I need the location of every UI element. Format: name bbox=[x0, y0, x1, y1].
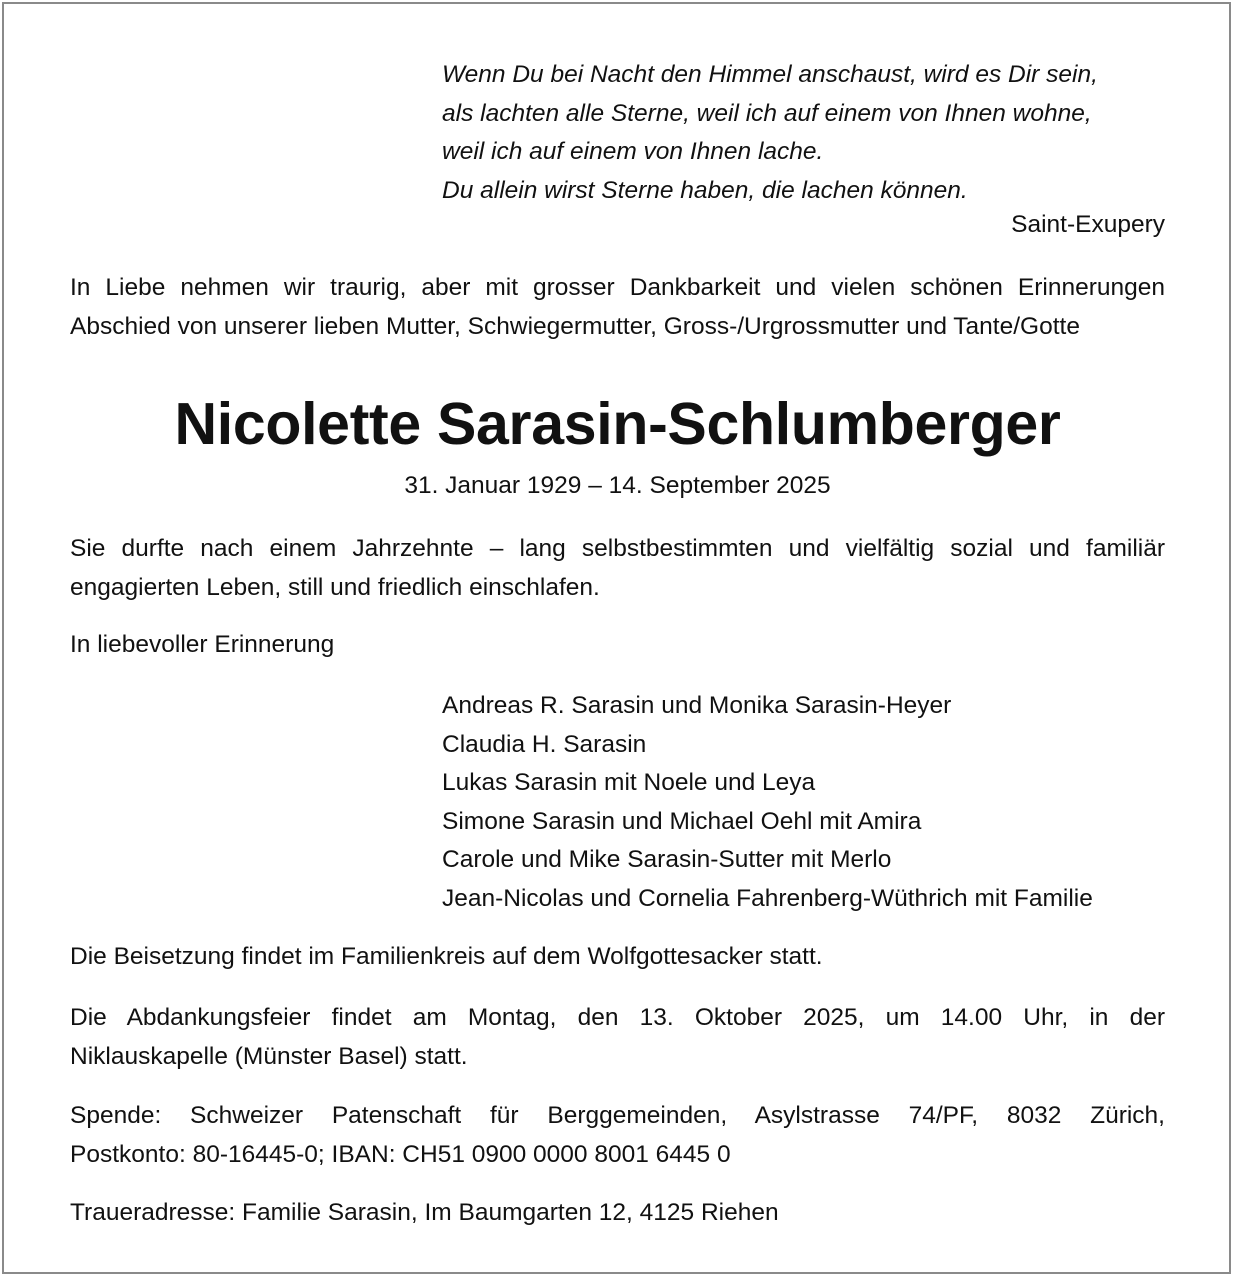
family-member: Andreas R. Sarasin und Monika Sarasin-Heyer bbox=[442, 692, 952, 719]
tribute-line: engagierten Leben, still und friedlich einschlafen. bbox=[70, 574, 600, 601]
family-member: Lukas Sarasin mit Noele und Leya bbox=[442, 769, 816, 797]
family-member: Carole und Mike Sarasin-Sutter mit Merlo bbox=[442, 846, 892, 874]
family-member: Claudia H. Sarasin bbox=[442, 730, 647, 758]
burial-notice: Die Beisetzung findet im Familienkreis auf dem Wolfgottesacker statt. bbox=[70, 943, 823, 970]
mourning-address: Traueradresse: Familie Sarasin, Im Baumgarten 12, 4125 Riehen bbox=[70, 1199, 779, 1226]
donation-paragraph bbox=[70, 1096, 1165, 1174]
life-dates: 31. Januar 1929 – 14. September 2025 bbox=[404, 472, 831, 499]
donation-line: Spende: Schweizer Patenschaft für Berggemeinden, Asylstrasse 74/PF, 8032 Zürich, bbox=[70, 1102, 1165, 1129]
quote-author: Saint-Exupery bbox=[1011, 211, 1165, 238]
intro-paragraph bbox=[70, 268, 1165, 346]
intro-line: Abschied von unserer lieben Mutter, Schwiegermutter, Gross-/Urgrossmutter und Tante/Gotte bbox=[70, 313, 1080, 340]
notice-content bbox=[70, 4, 1165, 1272]
family-member: Jean-Nicolas und Cornelia Fahrenberg-Wüthrich mit Familie bbox=[442, 884, 1093, 912]
quote-line: weil ich auf einem von Ihnen lache. bbox=[442, 138, 824, 166]
donation-line: Postkonto: 80-16445-0; IBAN: CH51 0900 0000 8001 6445 0 bbox=[70, 1141, 731, 1168]
family-member: Simone Sarasin und Michael Oehl mit Amira bbox=[442, 807, 922, 835]
tribute-line: Sie durfte nach einem Jahrzehnte – lang selbstbestimmten und vielfältig sozial und familiär bbox=[70, 535, 1165, 562]
ceremony-line: Die Abdankungsfeier findet am Montag, den 13. Oktober 2025, um 14.00 Uhr, in der bbox=[70, 1004, 1165, 1031]
family-list bbox=[442, 687, 1093, 919]
ceremony-line: Niklauskapelle (Münster Basel) statt. bbox=[70, 1043, 468, 1070]
tribute-paragraph bbox=[70, 529, 1165, 607]
quote-line: Wenn Du bei Nacht den Himmel anschaust, wird es Dir sein, bbox=[442, 61, 1098, 88]
quote-line: Du allein wirst Sterne haben, die lachen können. bbox=[442, 176, 968, 204]
quote-line: als lachten alle Sterne, weil ich auf einem von Ihnen wohne, bbox=[442, 99, 1092, 127]
deceased-name: Nicolette Sarasin-Schlumberger bbox=[174, 391, 1061, 457]
intro-line: In Liebe nehmen wir traurig, aber mit grosser Dankbarkeit und vielen schönen Erinnerungen bbox=[70, 274, 1165, 301]
quote-block bbox=[442, 56, 1098, 210]
remembrance-label: In liebevoller Erinnerung bbox=[70, 631, 335, 658]
ceremony-paragraph bbox=[70, 998, 1165, 1076]
obituary-notice bbox=[2, 2, 1231, 1274]
